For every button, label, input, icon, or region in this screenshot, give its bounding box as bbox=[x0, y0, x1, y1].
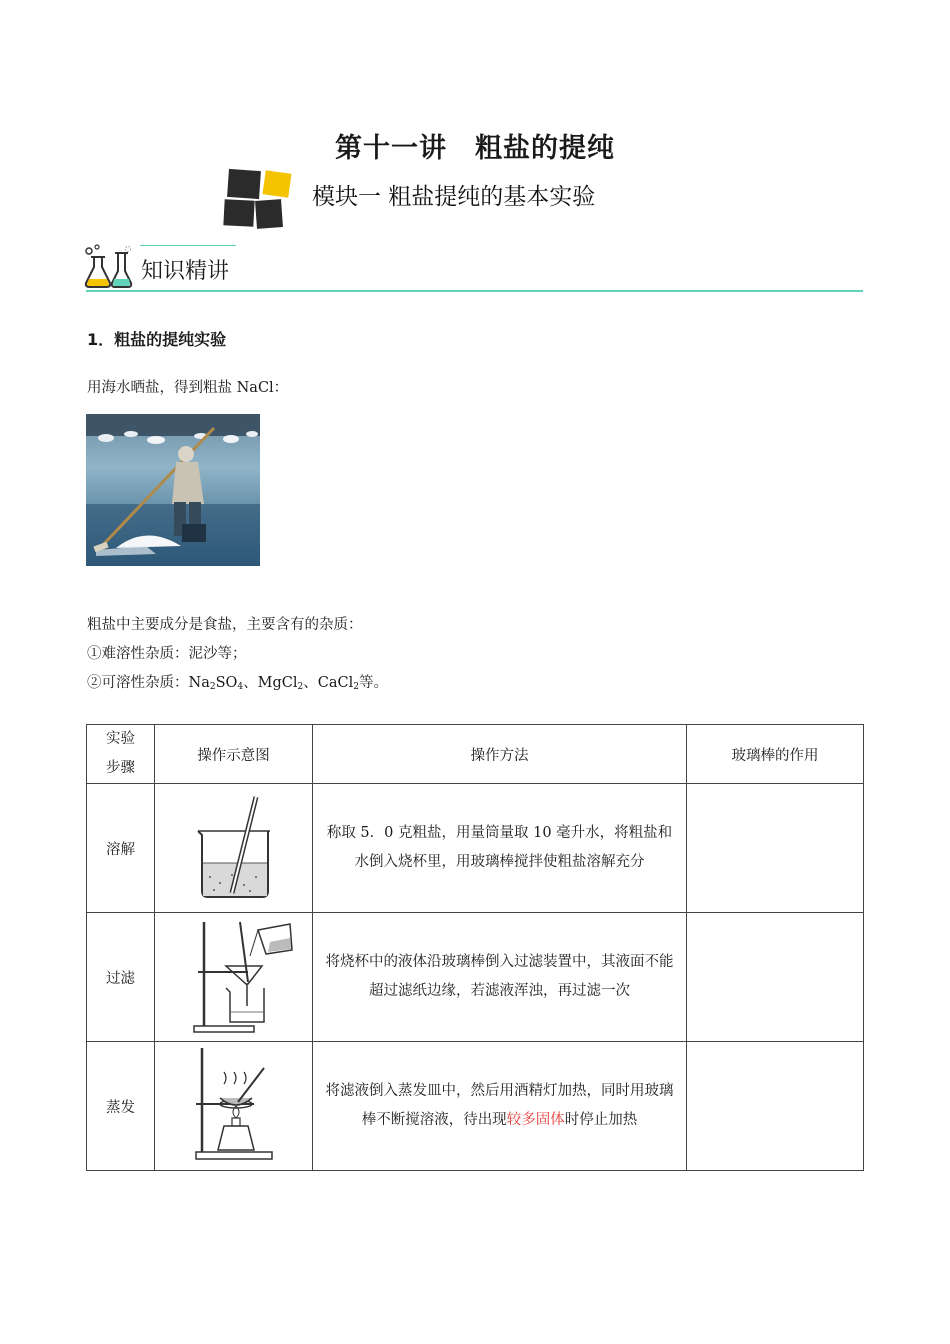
module-title: 模块一 粗盐提纯的基本实验 bbox=[312, 184, 596, 210]
lab-flask-icon bbox=[84, 243, 138, 289]
components-intro: 粗盐中主要成分是食盐，主要含有的杂质： bbox=[87, 617, 363, 633]
step-name: 蒸发 bbox=[87, 1042, 155, 1171]
salt-farm-photo bbox=[86, 414, 260, 566]
header-step-line1: 实验 bbox=[106, 731, 135, 747]
method-text: 称取 5．0 克粗盐，用量筒量取 10 毫升水，将粗盐和水倒入烧杯里，用玻璃棒搅拌使粗盐溶解充分 bbox=[313, 784, 687, 913]
formula-ca: CaCl bbox=[317, 675, 354, 691]
method-text bbox=[313, 1042, 687, 1171]
formula-mg: MgCl bbox=[257, 675, 298, 691]
formula-so: SO bbox=[215, 675, 238, 691]
header-diagram: 操作示意图 bbox=[155, 725, 313, 784]
method-text-after: 时停止加热 bbox=[564, 1112, 638, 1128]
module-logo-icon bbox=[222, 168, 296, 230]
method-text-before: 将滤液倒入蒸发皿中，然后用酒精灯加热，同时用玻璃棒不断搅溶液，待出现 bbox=[325, 1083, 674, 1128]
formula-na: Na bbox=[188, 675, 210, 691]
section-title: 知识精讲 bbox=[141, 259, 230, 284]
step-name: 过滤 bbox=[87, 913, 155, 1042]
intro-text: 用海水晒盐，得到粗盐 NaCl： bbox=[87, 380, 289, 396]
section-accent-line bbox=[140, 245, 236, 246]
subheading: 1．粗盐的提纯实验 bbox=[87, 330, 227, 349]
insoluble-impurities: ①难溶性杂质：泥沙等； bbox=[87, 646, 247, 662]
rod-role-cell bbox=[687, 1042, 864, 1171]
rod-role-cell bbox=[687, 913, 864, 1042]
table-row bbox=[87, 784, 864, 913]
separator: 、 bbox=[243, 675, 258, 691]
formula-mg-sub: 2 bbox=[297, 682, 304, 692]
diagram-cell bbox=[155, 784, 313, 913]
diagram-cell bbox=[155, 1042, 313, 1171]
table-header-row bbox=[87, 725, 864, 784]
step-name: 溶解 bbox=[87, 784, 155, 913]
header-step-line2: 步骤 bbox=[106, 760, 135, 776]
formula-na-sub: 2 bbox=[209, 682, 216, 692]
beaker-stirring-icon bbox=[174, 791, 294, 901]
table-row bbox=[87, 913, 864, 1042]
rod-role-cell bbox=[687, 784, 864, 913]
diagram-cell bbox=[155, 913, 313, 1042]
header-rod-role: 玻璃棒的作用 bbox=[687, 725, 864, 784]
evaporation-apparatus-icon bbox=[174, 1046, 294, 1162]
experiment-steps-table bbox=[86, 724, 864, 1171]
soluble-impurities bbox=[87, 673, 388, 697]
header-step bbox=[87, 725, 155, 784]
soluble-suffix: 等。 bbox=[358, 675, 388, 691]
table-row bbox=[87, 1042, 864, 1171]
method-text: 将烧杯中的液体沿玻璃棒倒入过滤装置中，其液面不能超过滤纸边缘，若滤液浑浊，再过滤一次 bbox=[313, 913, 687, 1042]
highlighted-phrase: 较多固体 bbox=[506, 1112, 565, 1128]
lecture-title: 第十一讲 粗盐的提纯 bbox=[335, 133, 615, 164]
separator: 、 bbox=[303, 675, 318, 691]
section-divider bbox=[86, 290, 863, 292]
formula-ca-sub: 2 bbox=[353, 682, 359, 692]
filtration-apparatus-icon bbox=[174, 916, 294, 1034]
header-method: 操作方法 bbox=[313, 725, 687, 784]
formula-so-sub: 4 bbox=[237, 682, 244, 692]
soluble-prefix: ②可溶性杂质： bbox=[87, 675, 189, 691]
